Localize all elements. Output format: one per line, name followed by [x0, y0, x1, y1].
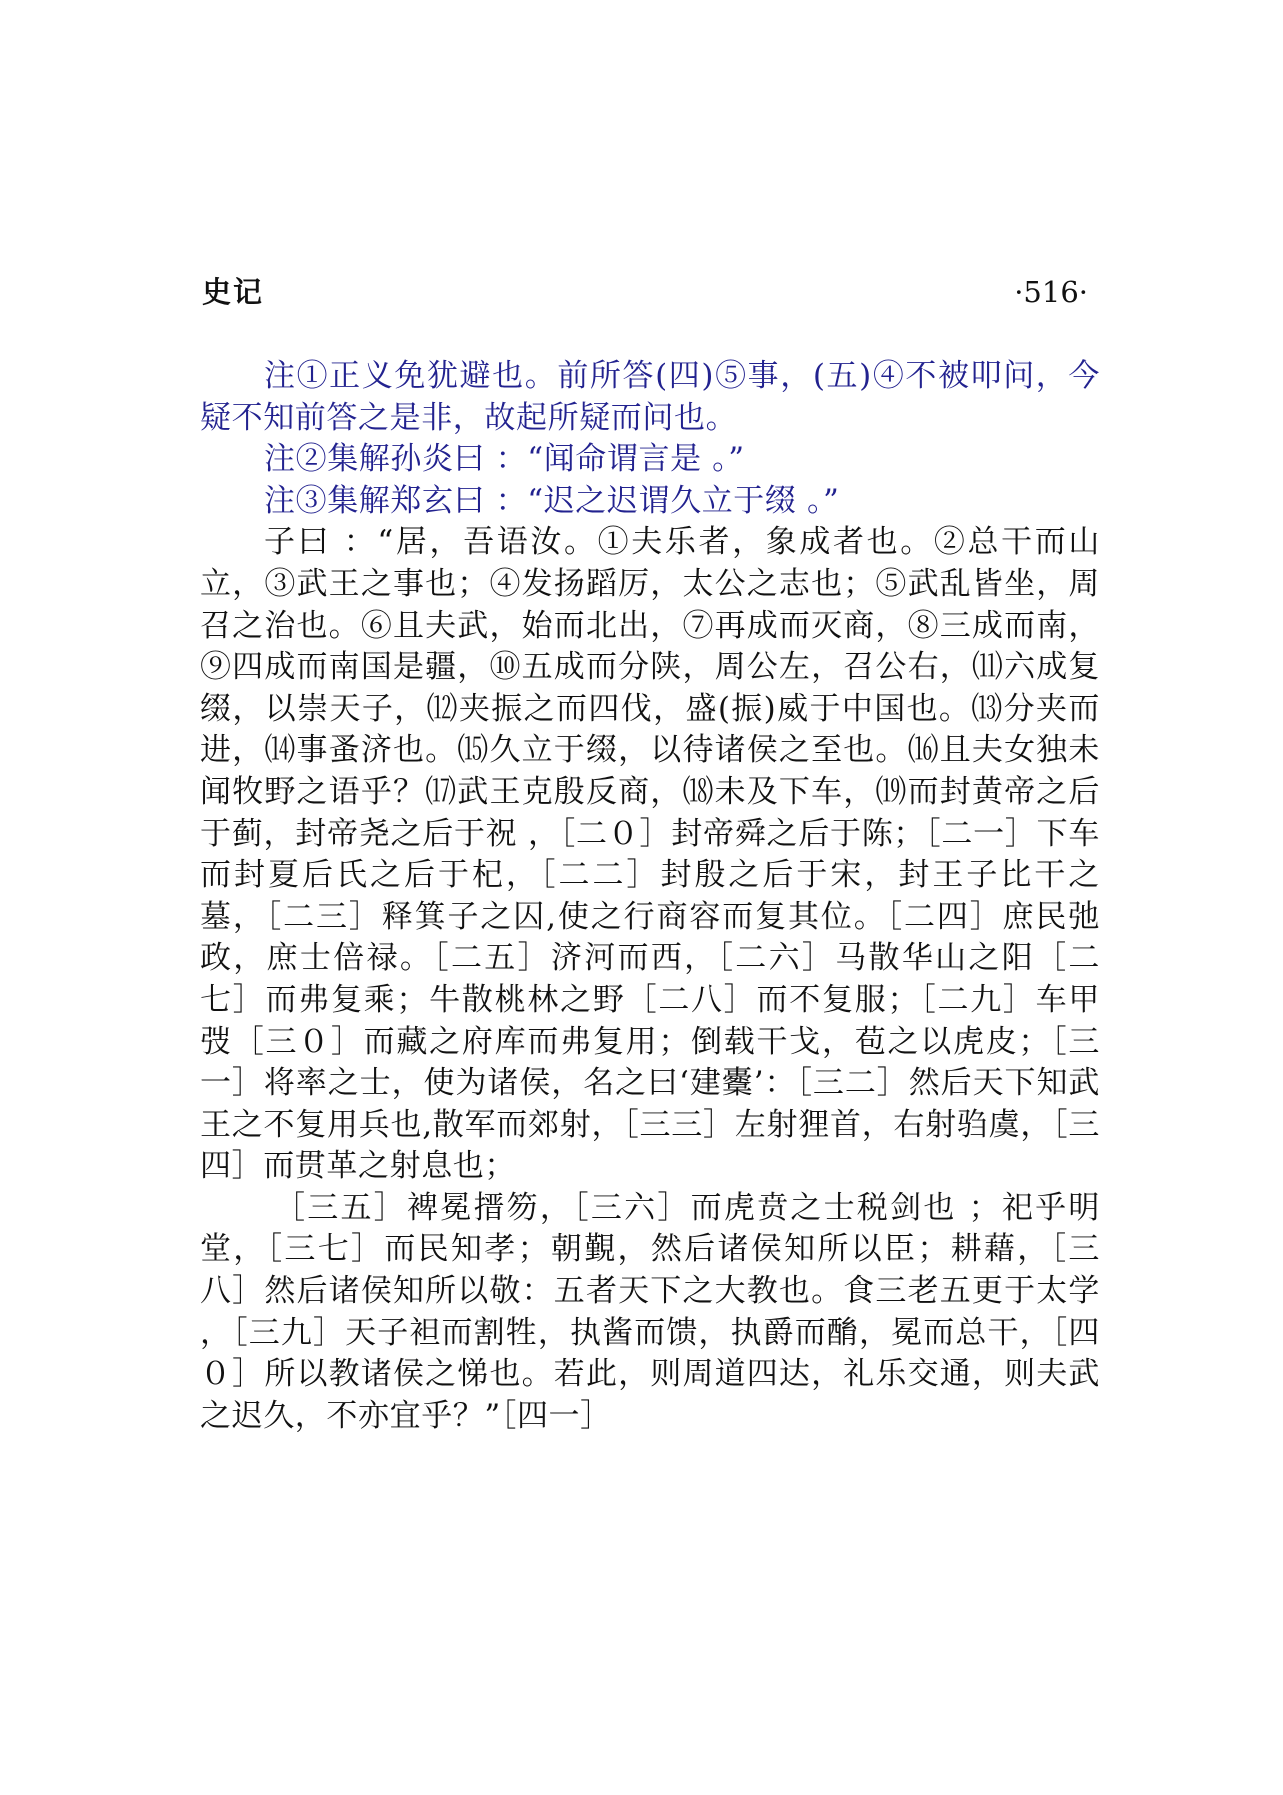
annotation-note-3: 注③集解郑玄曰 ：“迟之迟谓久立于缀 。” [264, 482, 840, 519]
body-text [200, 356, 1100, 1437]
running-header [202, 272, 1088, 312]
book-title: 史记 [202, 275, 265, 309]
main-paragraph-2: ［三五］裨冕搢笏，［三六］而虎贲之士税剑也 ；祀乎明堂，［三七］而民知孝；朝覲，然后诸侯知所以臣；耕藉，［三八］然后诸侯知所以敬：五者天下之大教也。食三老五更于太学 ，［三九］天子袒而割牲，执酱而馈，执爵而酳，冕而总干，［四０］所以教诸侯之悌也。若此，则周道四达，礼乐交通，则夫武之迟久，不亦宜乎？”［四一］ [200, 1189, 1100, 1434]
annotation-note-2: 注②集解孙炎曰 ：“闻命谓言是 。” [264, 441, 745, 478]
annotation-note-1: 注①正义免犹避也。前所答(四)⑤事，(五)④不被叩问，今疑不知前答之是非，故起所疑而问也。 [200, 358, 1100, 436]
page-number: ·516· [1014, 275, 1088, 309]
main-paragraph-1: 子曰 ：“居，吾语汝。①夫乐者，象成者也。②总干而山立，③武王之事也；④发扬蹈厉，太公之志也；⑤武乱皆坐，周召之治也。⑥且夫武，始而北出，⑦再成而灭商，⑧三成而南，⑨四成而南国是疆，⑩五成而分陕，周公左，召公右，⑾六成复缀，以崇天子，⑿夹振之而四伐，盛(振)威于中国也。⒀分夹而进，⒁事蚤济也。⒂久立于缀，以待诸侯之至也。⒃且夫女独未闻牧野之语乎？⒄武王克殷反商，⒅未及下车，⒆而封黄帝之后于蓟，封帝尧之后于祝 ，［二０］封帝舜之后于陈；［二一］下车而封夏后氏之后于杞，［二二］封殷之后于宋，封王子比干之墓，［二三］释箕子之囚,使之行商容而复其位。［二四］庶民弛政，庶士倍禄。［二五］济河而西，［二六］马散华山之阳［二七］而弗复乘；牛散桃林之野［二八］而不复服；［二九］车甲弢［三０］而藏之府库而弗复用；倒载干戈，苞之以虎皮；［三一］将率之士，使为诸侯，名之曰‘建櫜’：［三二］然后天下知武王之不复用兵也,散军而郊射，［三三］左射狸首，右射驺虞，［三四］而贯革之射息也； [200, 524, 1100, 1185]
